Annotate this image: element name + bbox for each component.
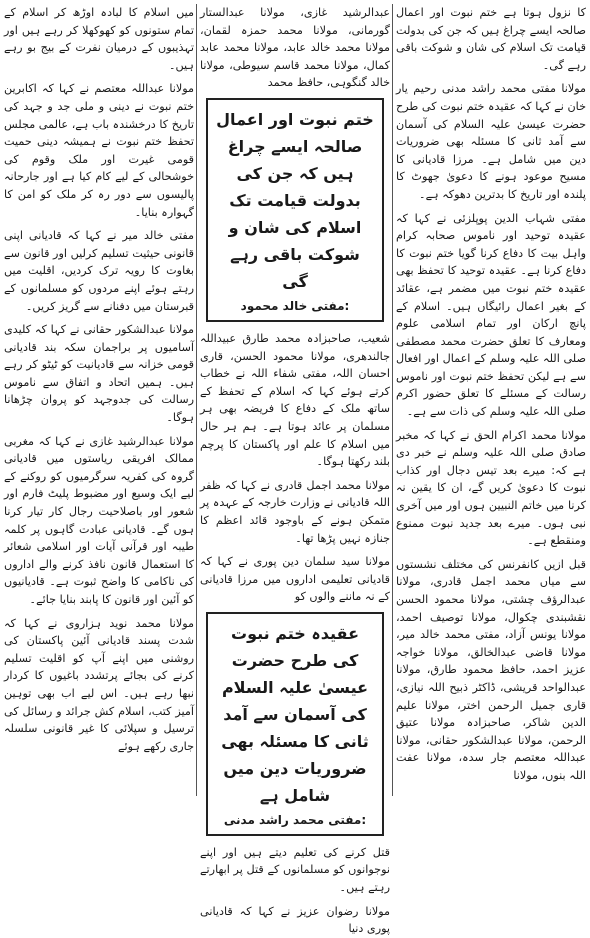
- middle-paragraph-5: مولانا رضوان عزیز نے کہا کہ قادیانی پوری دنیا: [200, 904, 390, 936]
- left-paragraph-4: مولانا عبدالشکور حقانی نے کہا کہ کلیدی آسامیوں پر براجمان سکہ بند قادیانی قومی خزانہ سے قادیانیت کو ٹیٹو کر رہے ہیں۔ ہمیں اتحاد و اتفاق سے ناموس رسالت کی جدوجہد کو پروان چڑھانا ہوگا۔: [4, 323, 194, 425]
- pull-quote-box-1: [206, 98, 384, 322]
- left-column: [4, 4, 194, 796]
- middle-paragraph-2: مولانا محمد اجمل قادری نے کہا کہ ظفر اللہ قادیانی نے وزارت خارجہ کے عہدہ پر متمکن ہونے کے باوجود قائد اعظم کا جنازہ نہیں پڑھا تھا۔: [200, 478, 390, 545]
- middle-paragraph-1: شعیب، صاحبزادہ محمد طارق عبیداللہ جالندھری، مولانا محمود الحسن، قاری احسان اللہ، مفتی شفاء اللہ نے خطاب کرتے ہوئے کہا کہ اسلام کے تحفظ کے ساتھ ملک کے دفاع کا فریضہ بھی ہر مسلمان پر عائد ہوتا ہے۔ ہم ہر حال میں اسلام کا علم اور پاکستان کا پرچم بلند رکھتا ہوگا۔: [200, 331, 390, 469]
- left-paragraph-2: مولانا عبداللہ معتصم نے کہا کہ اکابرین ختم نبوت نے دینی و ملی جد و جہد کی تاریخ کا درخشندہ باب ہے، عالمی مجلس تحفظ ختم نبوت نے ہمیشہ دینی حمیت قومی غیرت اور ملک وقوم کی خوشحالی کے لیے کام کیا ہے اور جارحانہ پالیسوں سے دور رہ کر ملک کو امن کا گہوارہ بنایا۔: [4, 82, 194, 219]
- pull-quote-2-text: عقیدہ ختم نبوت کی طرح حضرت عیسیٰ علیہ السلام کی آسمان سے آمد ثانی کا مسئلہ بھی ضروریات دین میں شامل ہے: [221, 623, 369, 805]
- right-column: [396, 4, 586, 796]
- middle-paragraph-4: قتل کرنے کی تعلیم دیتے ہیں اور اپنے نوجوانوں کو مسلمانوں کے قتل پر ابھارتے رہتے ہیں۔: [200, 845, 390, 895]
- column-divider-right: [392, 4, 393, 796]
- middle-paragraph-top: عبدالرشید غازی، مولانا عبدالستار گورمانی، مولانا محمد حمزہ لقمان، مولانا محمد خالد عابد، مولانا محمد عابد کمال، مولانا محمد قاسم سیوطی، مولانا خالد گنگوہی، حافظ محمد: [200, 6, 390, 90]
- left-paragraph-3: مفتی خالد میر نے کہا کہ قادیانی اپنی قانونی حیثیت تسلیم کرلیں اور قانون سے بغاوت کا رویہ ترک کردیں، اقلیت میں رہتے ہوئے اپنے مردوں کو مسلمانوں کے قبرستان میں دفنانے سے گریز کریں۔: [4, 229, 194, 313]
- middle-column: [200, 4, 390, 936]
- pull-quote-box-2: [206, 612, 384, 836]
- left-paragraph-1: میں اسلام کا لبادہ اوڑھ کر اسلام کے تمام ستونوں کو کھوکھلا کر رہے ہیں اور تہذیبوں کے درمیان نفرت کے بیج بو رہے ہیں۔: [4, 6, 194, 72]
- right-paragraph-1: کا نزول ہوتا ہے ختم نبوت اور اعمال صالحہ ایسے چراغ ہیں کہ جن کی بدولت قیامت تک اسلام کی شان و شوکت باقی رہے گی۔: [396, 6, 586, 72]
- column-divider-left: [196, 4, 197, 796]
- pull-quote-1-byline: :مفتی خالد محمود: [240, 298, 350, 313]
- right-paragraph-5: قبل ازیں کانفرنس کی مختلف نشستوں سے میاں محمد اجمل قادری، مولانا عبدالرؤف چشتی، مولانا محمود الحسن نقشبندی چکوال، مولانا توصیف احمد، مولانا یونس آزاد، مفتی محمد خالد میر، مولانا قاضی عبدالخالق، مولانا خواجہ عزیز احمد، حافظ محمود طارق، مولانا عبدالواحد قریشی، ڈاکٹر ذبیح اللہ نیازی، قاری جمیل الرحمن اختر، مولانا علیم الدین شاکر، صاحبزادہ مولانا عتیق الرحمن، مولانا عبدالشکور حقانی، مولانا عبداللہ معتصم جار سدہ، مولانا عفت اللہ بنوں، مولانا: [396, 557, 586, 782]
- pull-quote-1-text: ختم نبوت اور اعمال صالحہ ایسے چراغ ہیں کہ جن کی بدولت قیامت تک اسلام کی شان و شوکت باقی رہے گی: [216, 109, 374, 291]
- right-paragraph-4: مولانا محمد اکرام الحق نے کہا کہ مخبر صادق صلی اللہ علیہ وسلم نے خبر دی ہے کہ: میرے بعد تیس دجال اور کذاب نبوت کا دعویٰ کریں گے، ان کا یقین نہ کرنا میں خاتم النبیین ہوں اور میں آخری نبی ہوں۔ میرے بعد جدید نبوت ممنوع ومنقطع ہے۔: [396, 428, 586, 548]
- right-paragraph-3: مفتی شہاب الدین پوپلزئی نے کہا کہ عقیدہ توحید اور ناموس صحابہ کرام واہل بیت کا دفاع کرنا گویا ختم نبوت کا دفاع کرنا ہے۔ عقیدہ توحید کا تحفظ بھی عقیدہ ختم نبوت میں مضمر ہے، عقائد کے بغیر اعمال رائیگاں ہیں۔ اسلام کے پانچ ارکان اور تمام اسلامی علوم ومعارف کا تعلق حضرت محمد مصطفی صلی اللہ علیہ وسلم کے اعمال اور افعال سے ہے لیکن تحفظ ختم نبوت اور ناموس رسالت کے مسئلے کا تعلق حضور اکرم صلی اللہ علیہ وسلم کی ذات سے ہے۔: [396, 211, 586, 419]
- left-paragraph-6: مولانا محمد نوید ہزاروی نے کہا کہ شدت پسند قادیانی آئین پاکستان کی روشنی میں اپنے آپ کو اقلیت تسلیم کرنے کی بجائے پرتشدد باغیوں کا کردار نبھا رہے ہیں۔ اس لیے اب بھی توہین آمیز کتب، اسلام کش جرائد و رسائل کی ترسیل و سپلائی کا غیر قانونی سلسلہ جاری رکھے ہوئے: [4, 616, 194, 753]
- left-paragraph-5: مولانا عبدالرشید غازی نے کہا کہ مغربی ممالک افریقی ریاستوں میں قادیانی گروہ کی کفریہ سرگرمیوں کو روکنے کے لیے ایک وسیع اور مضبوط پلیٹ فارم اور شعور اور باصلاحیت رجال کار تیار کرنا ہوں گے۔ قادیانی عبادت گاہوں پر کلمہ طیبہ اور قرآنی آیات اور اسلامی شعائر کا استعمال قانون نافذ کرنے والے اداروں کی ناکامی کا واضح ثبوت ہے۔ قادیانیوں کو آئین اور قانون کا پابند بنایا جائے۔: [4, 434, 194, 606]
- right-paragraph-2: مولانا مفتی محمد راشد مدنی رحیم یار خان نے کہا کہ عقیدہ ختم نبوت کی طرح حضرت عیسیٰ علیہ السلام کی آسمان سے آمد ثانی کا مسئلہ بھی ضروریات دین میں شامل ہے۔ مرزا قادیانی کا مسیح موعود ہونے کا دعویٰ جھوٹ کا پلندہ اور تاریخ کا بدترین دھوکہ ہے۔: [396, 82, 586, 201]
- pull-quote-2-byline: :مفتی محمد راشد مدنی: [223, 812, 367, 827]
- middle-paragraph-3: مولانا سید سلمان دین پوری نے کہا کہ قادیانی تعلیمی اداروں میں مرزا قادیانی کے نہ ماننے والوں کو: [200, 555, 390, 604]
